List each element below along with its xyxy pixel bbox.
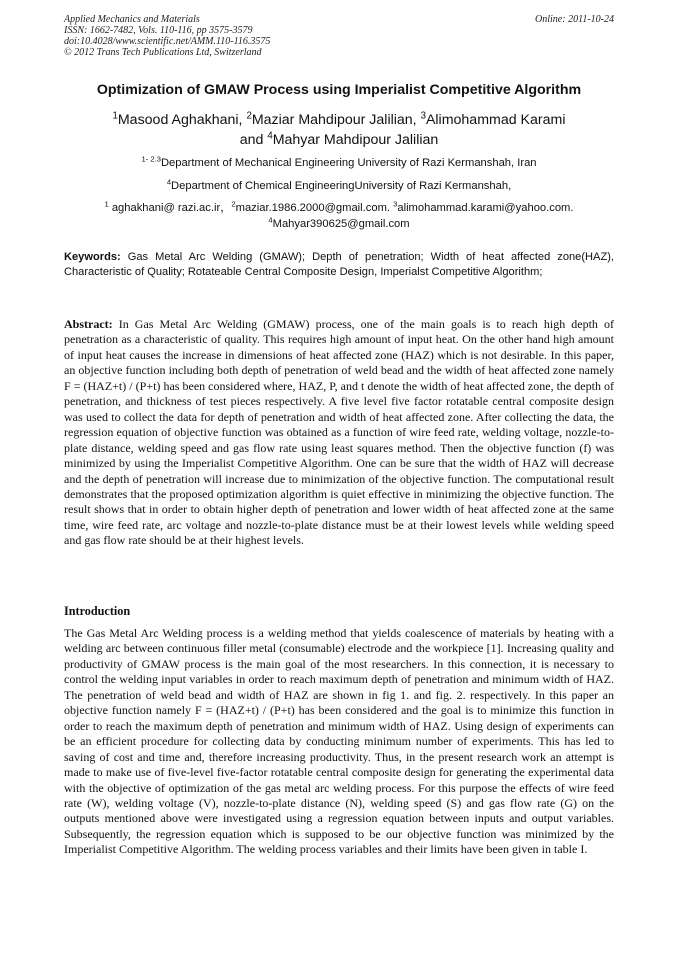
email-2: maziar.1986.2000@gmail.com. <box>235 202 394 214</box>
author-sup: 1 <box>112 110 118 122</box>
author-line-1 <box>40 110 638 130</box>
author-name: Alimohammad Karami <box>425 112 566 128</box>
email-3: alimohammad.karami@yahoo.com. <box>397 202 574 214</box>
affiliation-2 <box>30 178 648 194</box>
author-name: Masood Aghakhani, <box>117 112 247 128</box>
online-date: Online: 2011-10-24 <box>535 14 614 25</box>
introduction-heading: Introduction <box>64 604 131 618</box>
email-sup: 2 <box>231 199 236 209</box>
abstract-label: Abstract: <box>64 317 113 331</box>
author-conjunction: and <box>239 132 268 148</box>
introduction-text: The Gas Metal Arc Welding process is a welding method that yields coalescence of materials by heating with a welding arc between continuous filler metal (consumable) electrode and the workpiece [1]. Increasing quality and productivity of GMAW process is the main goal of the most researchers. In this connection, it is necessary to control the welding input variables in order to reach maximum depth of penetration and minimum width of HAZ. The penetration of weld bead and width of HAZ are shown in fig 1. and fig. 2. respectively. In this paper an objective function namely F = (HAZ+t) / (P+t) has been considered and the goal is to minimize this function in order to reach the maximum depth of penetration and minimum width of HAZ. Using design of experiments can be an efficient procedure for collecting data by conducting minimum number of experiments. This has led to saving of cost and time and, therefore increasing productivity. Thus, in the present research work an attempt is made to make use of five-level five-factor rotatable central composite design for generating the experimental data with the objective of optimization of the gas metal arc welding process. For this purpose the effects of wire feed rate (W), welding voltage (V), nozzle-to-plate distance (N), welding speed (S) and gas flow rate (G) on the outputs mentioned above were investigated using a regression equation between inputs and output variables. Subsequently, the regression equation which is supposed to be our objective function was minimized by the Imperialist Competitive Algorithm. The welding process variables and their limits have been given in table I. <box>64 626 614 857</box>
author-sup: 4 <box>267 130 273 142</box>
issn-line: ISSN: 1662-7482, Vols. 110-116, pp 3575-3579 <box>64 25 253 36</box>
paper-title: Optimization of GMAW Process using Imperialist Competitive Algorithm <box>96 82 582 98</box>
email-sup: 4 <box>268 215 273 225</box>
author-sup: 2 <box>246 110 252 122</box>
email-4: Mahyar390625@gmail.com <box>272 218 410 230</box>
author-sup: 3 <box>420 110 426 122</box>
abstract-text: In Gas Metal Arc Welding (GMAW) process, one of the main goals is to reach high depth of penetration as a characteristic of quality. This requires high amount of input heat. On the other hand high amount of input heat causes the increase in dimensions of heat affected zone (HAZ) which is not desirable. In this paper, an objective function including both depth of penetration of weld bead and the width of heat affected zone namely F = (HAZ+t) / (P+t) has been considered where, HAZ, P, and t denote the width of heat affected zone, the depth of penetration, and thickness of test pieces respectively. A five level five factor rotatable central composite design was used to collect the data for depth of penetration and width of heat affected zone. After collecting the data, the regression equation of objective function was obtained as a function of wire feed rate, welding voltage, nozzle-to-plate distance, welding speed and gas flow rate using least squares method. Then the objective function (f) was minimized by using the Imperialist Competitive Algorithm. One can be sure that the width of HAZ will decrease and the depth of penetration will increase due to minimization of the objective function. The computational result demonstrates that the proposed optimization algorithm is quiet effective in minimizing the objective function. The result shows that in order to obtain higher depth of penetration and lower width of heat affected zone at the same time, wire feed rate, arc voltage and nozzle-to-plate distance must be at their lowest levels while welding speed and gas flow rate should be at their highest levels. <box>64 317 614 548</box>
copyright-line: © 2012 Trans Tech Publications Ltd, Switzerland <box>64 47 262 58</box>
journal-header <box>64 14 270 58</box>
abstract-block <box>64 317 614 549</box>
email-sup: 1 <box>104 199 109 209</box>
affiliation-text: Department of Mechanical Engineering University of Razi Kermanshah, Iran <box>160 157 537 169</box>
affiliation-1 <box>30 155 648 171</box>
author-line-2 <box>40 130 638 150</box>
keywords-label: Keywords: <box>64 251 121 263</box>
author-name: Mahyar Mahdipour Jalilian <box>272 132 439 148</box>
keywords-text: Gas Metal Arc Welding (GMAW); Depth of penetration; Width of heat affected zone(HAZ), Characteristic of Quality; Rotateable Central Composite Design, Imperialst Competitive Algorithm; <box>64 251 614 278</box>
affiliation-text: Department of Chemical EngineeringUniversity of Razi Kermanshah, <box>171 180 512 192</box>
email-sup: 3 <box>393 199 398 209</box>
affiliation-sup: 1- 2.3 <box>141 154 161 164</box>
doi-line: doi:10.4028/www.scientific.net/AMM.110-116.3575 <box>64 36 271 47</box>
author-name: Maziar Mahdipour Jalilian, <box>251 112 421 128</box>
email-line-1 <box>30 200 648 216</box>
author-list <box>40 110 638 150</box>
email-1: aghakhani@ razi.ac.ir， <box>108 202 232 214</box>
journal-name: Applied Mechanics and Materials <box>64 14 200 25</box>
affiliation-sup: 4 <box>166 177 172 187</box>
email-line-2 <box>30 216 648 232</box>
email-list <box>30 200 648 232</box>
keywords-block <box>64 250 614 279</box>
